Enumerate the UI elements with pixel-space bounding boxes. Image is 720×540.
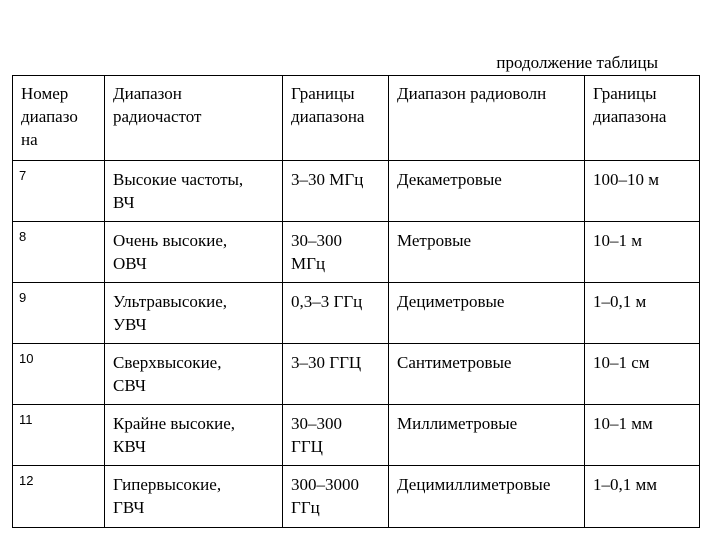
- frequency-range-cell: Сверхвысокие, СВЧ: [105, 344, 283, 405]
- header-frequency-range: Диапазон радиочастот: [105, 76, 283, 161]
- header-frequency-bounds: Границы диапазона: [283, 76, 389, 161]
- header-wave-bounds: Границы диапазона: [585, 76, 700, 161]
- table-row: [13, 161, 700, 222]
- frequency-range-cell: Высокие частоты, ВЧ: [105, 161, 283, 222]
- frequency-range-cell: Гипервысокие, ГВЧ: [105, 466, 283, 528]
- radio-bands-table: [12, 75, 700, 528]
- row-number: 7: [13, 161, 105, 222]
- wave-bounds-cell: 1–0,1 м: [585, 283, 700, 344]
- wave-bounds-cell: 10–1 м: [585, 222, 700, 283]
- wave-range-cell: Децимиллиметровые: [389, 466, 585, 528]
- frequency-bounds-cell: 0,3–3 ГГц: [283, 283, 389, 344]
- frequency-bounds-cell: 3–30 ГГЦ: [283, 344, 389, 405]
- table-caption: продолжение таблицы: [496, 53, 658, 72]
- frequency-range-cell: Крайне высокие, КВЧ: [105, 405, 283, 466]
- wave-range-cell: Метровые: [389, 222, 585, 283]
- table-row: [13, 405, 700, 466]
- table-row: [13, 466, 700, 528]
- wave-bounds-cell: 10–1 см: [585, 344, 700, 405]
- wave-bounds-cell: 100–10 м: [585, 161, 700, 222]
- frequency-range-cell: Ультравысокие, УВЧ: [105, 283, 283, 344]
- frequency-range-cell: Очень высокие, ОВЧ: [105, 222, 283, 283]
- table-row: [13, 222, 700, 283]
- row-number: 9: [13, 283, 105, 344]
- frequency-bounds-cell: 300–3000 ГГц: [283, 466, 389, 528]
- frequency-bounds-cell: 3–30 МГц: [283, 161, 389, 222]
- row-number: 8: [13, 222, 105, 283]
- header-wave-range: Диапазон радиоволн: [389, 76, 585, 161]
- wave-range-cell: Дециметровые: [389, 283, 585, 344]
- row-number: 12: [13, 466, 105, 528]
- wave-range-cell: Миллиметровые: [389, 405, 585, 466]
- row-number: 11: [13, 405, 105, 466]
- table-row: [13, 283, 700, 344]
- wave-bounds-cell: 10–1 мм: [585, 405, 700, 466]
- table-header-row: [13, 76, 700, 161]
- header-number: Номер диапазо на: [13, 76, 105, 161]
- row-number: 10: [13, 344, 105, 405]
- wave-range-cell: Сантиметровые: [389, 344, 585, 405]
- frequency-bounds-cell: 30–300 МГц: [283, 222, 389, 283]
- table-row: [13, 344, 700, 405]
- wave-range-cell: Декаметровые: [389, 161, 585, 222]
- wave-bounds-cell: 1–0,1 мм: [585, 466, 700, 528]
- frequency-bounds-cell: 30–300 ГГЦ: [283, 405, 389, 466]
